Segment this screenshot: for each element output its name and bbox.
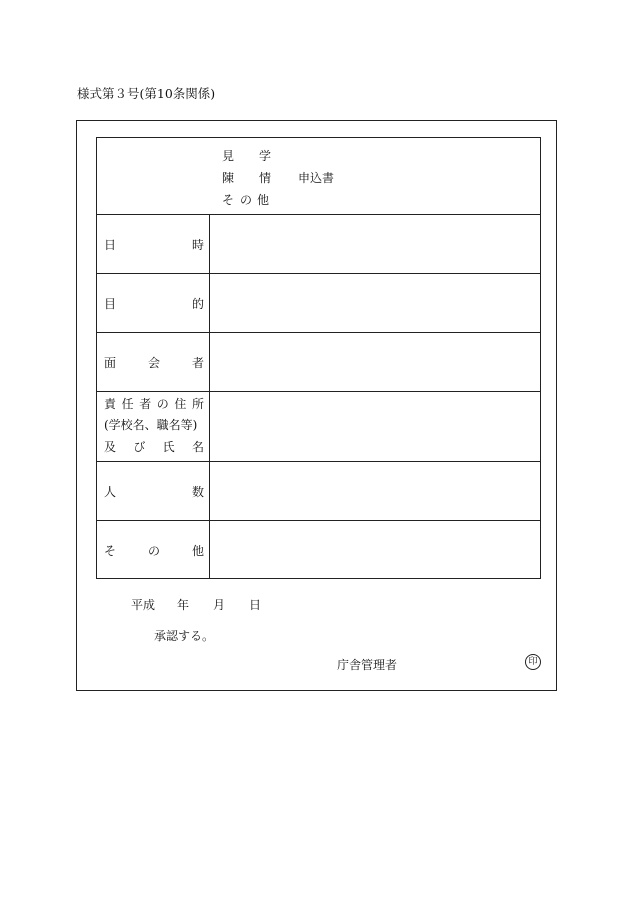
row-other-label: そ の 他 xyxy=(104,544,204,558)
row-datetime xyxy=(97,215,540,274)
date-day: 日 xyxy=(249,598,262,612)
row-responsible-person xyxy=(97,392,540,462)
row-interviewee-label: 面 会 者 xyxy=(104,356,204,370)
building-manager-label: 庁舎管理者 xyxy=(337,658,398,672)
title-option-2-char-2: 情 xyxy=(259,171,272,185)
approval-text: 承認する。 xyxy=(154,629,215,643)
title-option-2-char-1: 陳 xyxy=(222,171,235,185)
title-option-3-char-2: の xyxy=(240,193,253,207)
form-title-block xyxy=(97,138,540,215)
row-responsible-label-line1: 責 任 者 の 住 所 xyxy=(104,397,204,411)
title-option-3-char-1: そ xyxy=(222,193,235,207)
title-option-3-char-3: 他 xyxy=(257,193,270,207)
row-headcount-label: 人 数 xyxy=(104,485,204,499)
row-responsible-label-line3: 及 び 氏 名 xyxy=(104,440,204,454)
title-suffix: 申込書 xyxy=(298,171,335,185)
row-datetime-label: 日 時 xyxy=(104,238,204,252)
row-purpose-label: 目 的 xyxy=(104,297,204,311)
row-interviewee xyxy=(97,333,540,392)
title-option-1-char-2: 学 xyxy=(259,149,272,163)
form-number-label: 様式第３号(第10条関係) xyxy=(77,86,216,101)
date-year: 年 xyxy=(177,598,190,612)
title-option-1-char-1: 見 xyxy=(222,149,235,163)
row-headcount xyxy=(97,462,540,521)
row-purpose xyxy=(97,274,540,333)
date-era: 平成 xyxy=(131,598,156,612)
row-other xyxy=(97,521,540,578)
row-responsible-label-line2: (学校名、職名等) xyxy=(104,418,198,432)
date-month: 月 xyxy=(213,598,226,612)
seal-icon: 印 xyxy=(525,654,541,670)
application-table xyxy=(96,137,541,579)
